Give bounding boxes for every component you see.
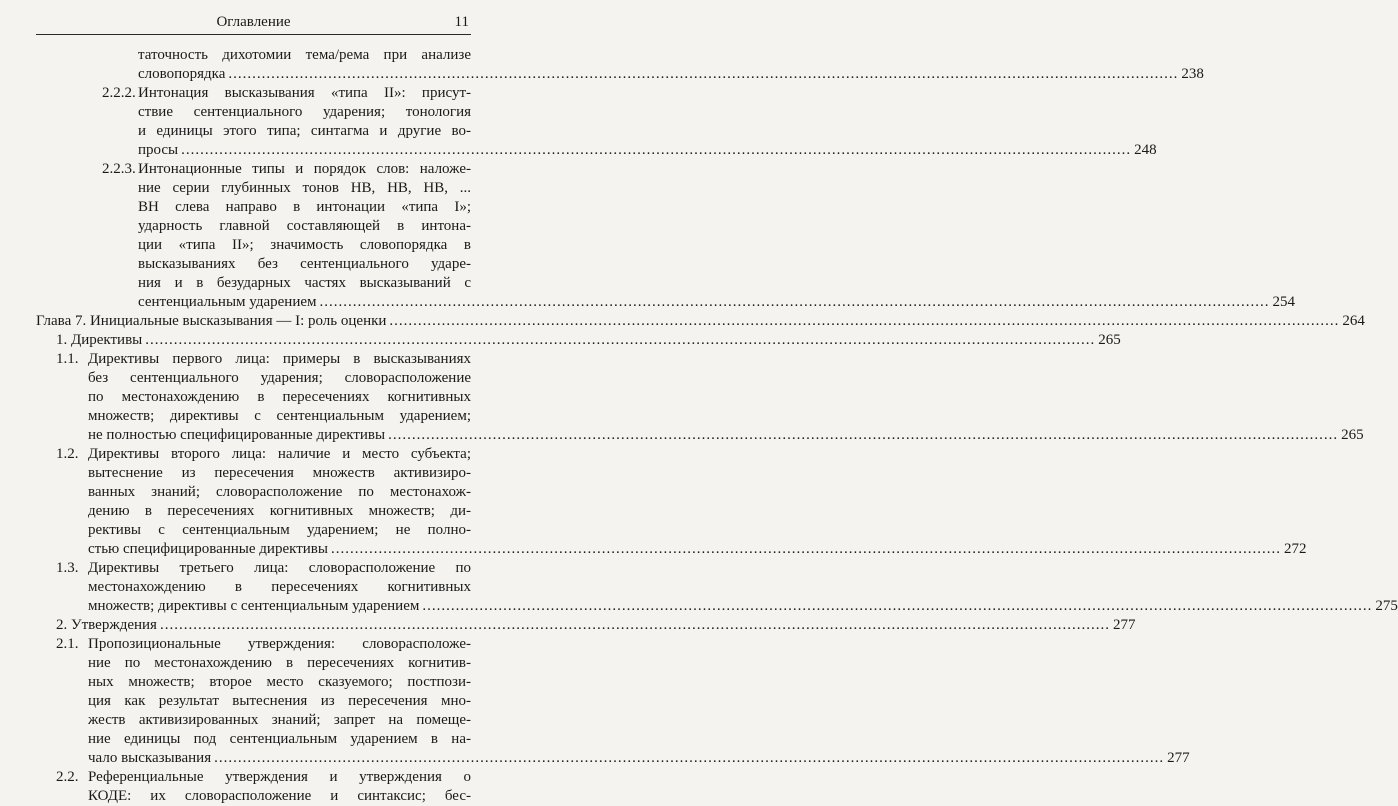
toc-line-text: просы [138,142,179,158]
toc-entry-line [36,312,1365,331]
toc-entry [138,46,1204,84]
toc-entry-text [88,350,1364,445]
toc-line-text: рективы с сентенциальным ударением; не полно- [88,522,471,538]
toc-entry-line [138,65,1204,84]
dot-leader: ........................................................................................................................................................................................................ [389,313,1340,329]
toc-entry-line [138,122,471,141]
toc-line-text: ВН слева направо в интонации «типа I»; [138,199,471,215]
toc-line-text: Референциальные утверждения и утверждения о [88,769,471,785]
toc-entry-line [88,711,471,730]
toc-entry [56,350,1364,445]
toc-entry-line [88,426,1364,445]
toc-entry [56,331,1121,350]
toc-line-text: жеств активизированных знаний; запрет на помеще- [88,712,471,728]
dot-leader: ........................................................................................................................................................................................................ [319,294,1270,310]
toc-page-number: 272 [1283,541,1307,557]
toc-page-number: 275 [1375,598,1398,614]
toc-entry-line [88,635,471,654]
toc-line-text: ние единицы под сентенциальным ударением в на- [88,731,471,747]
toc-entry [56,768,471,806]
toc-entry-line [88,578,471,597]
toc-page-number: 265 [1341,427,1364,443]
dot-leader: ........................................................................................................................................................................................................ [330,541,1281,557]
dot-leader: ........................................................................................................................................................................................................ [422,598,1373,614]
toc-entry-line [56,616,1136,635]
toc-line-text: чало высказывания [88,750,212,766]
toc-line-text: словопорядка [138,66,226,82]
toc-line-text: ние по местонахождению в пересечениях когнитив- [88,655,471,671]
toc-line-text: и единицы этого типа; синтагма и другие во- [138,123,471,139]
toc-entry-line [88,730,471,749]
toc-entry-text [88,445,1307,559]
toc-line-text: не полностью специфицированные директивы [88,427,386,443]
toc-line-text: 2. Утверждения [56,617,157,633]
toc-line-text: Глава 7. Инициальные высказывания — I: роль оценки [36,313,387,329]
toc-entry [102,160,1295,312]
toc-entry-number: 2.2.3. [102,161,136,177]
toc-entry [56,635,1190,768]
toc-line-text: ных множеств; второе место сказуемого; постпози- [88,674,471,690]
toc-line-text: ния и в безударных частях высказываний с [138,275,471,291]
toc-line-text: Интонация высказывания «типа II»: присут- [138,85,471,101]
toc-entry-text [88,559,1398,616]
toc-entry-text [36,312,1365,331]
toc-entry-line [88,350,471,369]
toc-line-text: множеств; директивы с сентенциальным ударением [88,598,420,614]
toc-entry [102,84,1157,160]
toc-entry-line [138,274,471,293]
dot-leader: ........................................................................................................................................................................................................ [228,66,1179,82]
toc-entry-text [56,331,1121,350]
toc-entry-text [56,616,1136,635]
toc-entry [56,559,1398,616]
toc-entry-line [88,502,471,521]
toc-entry-line [138,84,471,103]
dot-leader: ........................................................................................................................................................................................................ [159,617,1110,633]
toc-entry-line [88,749,1190,768]
toc-entry-line [56,331,1121,350]
toc-entry-number: 1.3. [56,560,79,576]
toc-entry-text [88,768,471,806]
toc-entry-line [88,597,1398,616]
toc-line-text: ние серии глубинных тонов НВ, НВ, НВ, ... [138,180,471,196]
toc-line-text: Директивы второго лица: наличие и место субъекта; [88,446,471,462]
toc-line-text: ции «типа II»; значимость словопорядка в [138,237,471,253]
toc-entry-line [138,236,471,255]
header-title: Оглавление [216,14,291,30]
toc-line-text: сентенциальным ударением [138,294,317,310]
toc-entry-line [138,198,471,217]
toc-entry-line [138,103,471,122]
toc-page-number: 254 [1272,294,1295,310]
toc-line-text: 1. Директивы [56,332,143,348]
toc-entry-text [138,84,1157,160]
toc-page-number: 238 [1181,66,1204,82]
toc-line-text: дению в пересечениях когнитивных множеств; ди- [88,503,471,519]
dot-leader: ........................................................................................................................................................................................................ [181,142,1132,158]
toc-line-text: ция как результат вытеснения из пересечения мно- [88,693,471,709]
toc-entry-text [138,160,1295,312]
toc-page-number: 277 [1112,617,1136,633]
toc-page-number: 277 [1167,750,1190,766]
toc-page-number: 248 [1134,142,1157,158]
toc-entry-line [88,407,471,426]
toc-entry-line [138,255,471,274]
toc-entry-line [88,768,471,787]
toc-entry-line [138,293,1295,312]
toc-entry-number: 2.2. [56,769,79,785]
toc-page-number: 265 [1098,332,1121,348]
toc-entry-line [138,141,1157,160]
toc-entry-line [88,787,471,806]
toc-entry [36,312,1365,331]
toc-entry-number: 2.1. [56,636,79,652]
toc-line-text: Директивы третьего лица: словорасположение по [88,560,471,576]
toc-line-text: Пропозициональные утверждения: словорасположе- [88,636,471,652]
toc-entry [56,445,1307,559]
toc-line-text: ударность главной составляющей в интона- [138,218,471,234]
toc-entry-line [88,559,471,578]
toc-entry-line [88,388,471,407]
toc-entry [56,616,1136,635]
dot-leader: ........................................................................................................................................................................................................ [388,427,1339,443]
toc-entry-line [88,445,471,464]
toc-line-text: Интонационные типы и порядок слов: наложе- [138,161,471,177]
toc-entry-line [88,521,471,540]
toc-line-text: ствие сентенциального ударения; тонология [138,104,471,120]
header-page-number: 11 [454,14,469,30]
toc-entry-line [88,654,471,673]
toc-line-text: ванных знаний; словорасположение по местонахож- [88,484,471,500]
toc-entry-text [138,46,1204,84]
toc-entry-line [88,464,471,483]
toc-entry-line [138,46,471,65]
toc-entry-line [138,217,471,236]
toc-line-text: Директивы первого лица: примеры в высказываниях [88,351,471,367]
toc-entry-line [88,692,471,711]
toc-entry-line [88,369,471,388]
dot-leader: ........................................................................................................................................................................................................ [214,750,1165,766]
toc-page-number: 264 [1342,313,1365,329]
toc-line-text: высказываниях без сентенциального ударе- [138,256,471,272]
toc-line-text: по местонахождению в пересечениях когнитивных [88,389,471,405]
running-header [36,12,471,35]
toc-entry-line [88,483,471,502]
toc-entry-number: 1.1. [56,351,79,367]
toc-entry-line [138,179,471,198]
toc-line-text: стью специфицированные директивы [88,541,328,557]
toc-line-text: таточность дихотомии тема/рема при анализе [138,47,471,63]
toc-line-text: местонахождению в пересечениях когнитивных [88,579,471,595]
toc-line-text: без сентенциального ударения; словорасположение [88,370,471,386]
toc-entry-number: 2.2.2. [102,85,136,101]
toc-line-text: множеств; директивы с сентенциальным ударением; [88,408,471,424]
toc-line-text: вытеснение из пересечения множеств активизиро- [88,465,471,481]
toc-entry-line [88,540,1307,559]
toc-entry-line [88,673,471,692]
toc-line-text: КОДЕ: их словорасположение и синтаксис; бес- [88,788,471,804]
dot-leader: ........................................................................................................................................................................................................ [145,332,1096,348]
toc-entry-text [88,635,1190,768]
toc-entry-number: 1.2. [56,446,79,462]
toc-entry-line [138,160,471,179]
